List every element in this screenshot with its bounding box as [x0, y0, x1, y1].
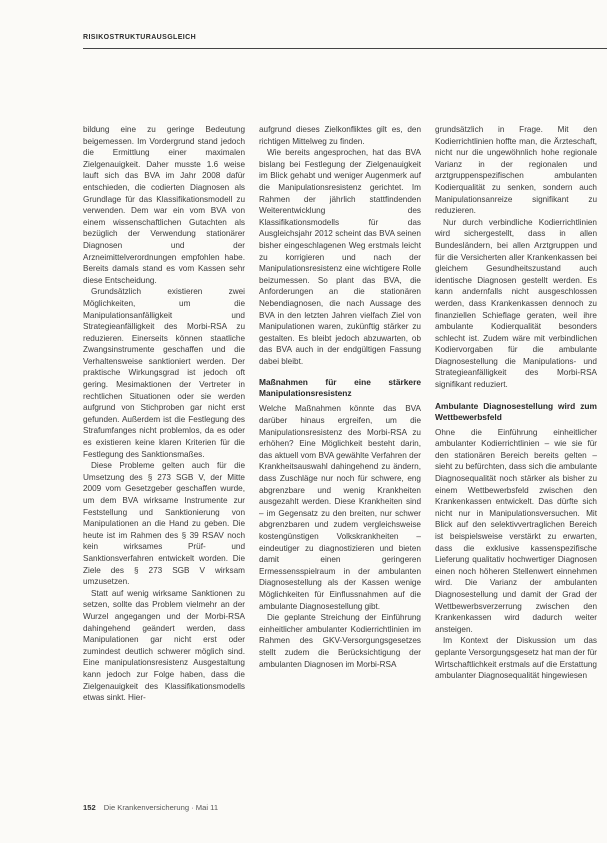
- journal-name: Die Krankenversicherung · Mai 11: [103, 803, 219, 812]
- paragraph: Ohne die Einführung einheitlicher ambulanter Kodierrichtlinien – wie sie für den stationären Bereich bereits gelten – sieht zu befürchten, dass sich die ambulante Diagnosequalität noch stärker als bisher zu einem Wettbewerbsfeld zwischen den Krankenkassen entwickelt. Das dürfte sich nicht nur in Manipulationsversuchen. Mit Blick auf den selektivvertraglichen Bereich ist beispielsweise verstärkt zu erwarten, dass die exklusive kassenspezifische Lieferung qualitativ hochwertiger Diagnosen einen noch höheren Stellenwert einnehmen wird. Die Varianz der ambulanten Diagnosestellung und damit der Grad der Wettbewerbsverzerrung zwischen den Krankenkassen wird dadurch weiter ansteigen.: [435, 427, 597, 634]
- page-footer: [83, 803, 218, 812]
- column-1: [83, 124, 245, 704]
- column-2: [259, 124, 421, 670]
- paragraph: grundsätzlich in Frage. Mit den Kodierrichtlinien hoffte man, die Ärzteschaft, nicht nur die ungewöhnlich hohe regionale Varianz in der regionalen und arztgruppenspezifischen ambulanten Kodierqualität zu senken, sondern auch Manipulationsanreize signifikant zu reduzieren.: [435, 125, 597, 216]
- section-heading: Ambulante Diagnosestellung wird zum Wettbewerbsfeld: [435, 400, 597, 422]
- header-rule: [83, 48, 607, 49]
- column-3: [435, 124, 597, 682]
- paragraph: Statt auf wenig wirksame Sanktionen zu setzen, sollte das Problem vielmehr an der Wurzel angegangen und der Morbi-RSA dahingehend geändert werden, dass Manipulationen gar nicht erst oder zumindest deutlich schwerer möglich sind. Eine manipulationsresistenz Ausgestaltung kann jedoch zur Folge haben, dass die Zielgenauigkeit des Klassifikationsmodells etwas sinkt. Hier-: [83, 588, 245, 703]
- paragraph: aufgrund dieses Zielkonfliktes gilt es, den richtigen Mittelweg zu finden.: [259, 125, 421, 146]
- paragraph: Im Kontext der Diskussion um das geplante Versorgungsgesetz hat man der für Wirtschaftlichkeit erstmals auf die Erstattung ambulanter Diagnosequalität hingewiesen: [435, 636, 597, 681]
- paragraph: bildung eine zu geringe Bedeutung beigemessen. Im Vordergrund stand jedoch die Ermittlung einer maximalen Zielgenauigkeit. Daher musste 1.6 weise lauft sich das BVA im Jahr 2008 dafür entschieden, die codierten Diagnosen als Grundlage für das Klassifikationsmodell zu verwenden. Dem war ein vom BVA von einem wissenschaftlichen Gutachten als bezüglich der Verwendung stationärer Diagnosen und der Arzneimittelverordnungen empfohlen habe. Bereits damals stand es vom Kassen sehr diese Entscheidung.: [83, 125, 245, 285]
- paragraph: Wie bereits angesprochen, hat das BVA bislang bei Festlegung der Zielgenauigkeit im Blick gehabt und weniger Augenmerk auf die Manipulationsresistenz gerichtet. Im Rahmen der jährlich stattfindenden Weiterentwicklung des Klassifikationsmodells für das Ausgleichsjahr 2012 scheint das BVA seinen bisher eingeschlagenen Weg erstmals leicht zu korrigieren und nach der Manipulationsresistenz eine wichtigere Rolle beizumessen. So plant das BVA, die Anforderungen an die stationären Nebendiagnosen, die nach Aussage des BVA in den letzten Jahren vielfach Ziel von Manipulationen waren, zukünftig stärker zu gestalten. Es bleibt jedoch abzuwarten, ob das BVA auch in der endgültigen Fassung dabei bleibt.: [259, 148, 421, 366]
- section-heading: Maßnahmen für eine stärkere Manipulationsresistenz: [259, 377, 421, 399]
- section-label: RISIKOSTRUKTURAUSGLEICH: [83, 34, 197, 41]
- paragraph: Die geplante Streichung der Einführung einheitlicher ambulanter Kodierrichtlinien im Rahmen des GKV-Versorgungsgesetzes stellt zudem die Berücksichtigung der ambulanten Diagnosen im Morbi-RSA: [259, 613, 421, 669]
- paragraph: Grundsätzlich existieren zwei Möglichkeiten, um die Manipulationsanfälligkeit und Strategieanfälligkeit des Morbi-RSA zu reduzieren. Einerseits können staatliche Zwangsinstrumente geschaffen und die Verhaltensweise sanktioniert werden. Der praktische Wirkungsgrad ist jedoch oft gering. Mesimaktionen der Vertreter in rechtlichen Situationen oder sie werden aufgrund von Stichproben gar nicht erst gefunden. Außerdem ist die Festlegung des Strafumfanges nicht problemlos, da es oder es existieren keine klaren Kriterien für die Festlegung des Sanktionsmaßes.: [83, 287, 245, 459]
- page-number: 152: [83, 803, 96, 812]
- paragraph: Welche Maßnahmen könnte das BVA darüber hinaus ergreifen, um die Manipulationsresistenz des Morbi-RSA zu erhöhen? Eine Möglichkeit besteht darin, das aktuell vom BVA gewählte Verfahren der Krankheitsauswahl dahingehend zu ändern, dass Zuschläge nur noch für schwere, eng abgrenzbare und wenig Krankheiten ausgezahlt werden. Diese Krankheiten sind – im Gegensatz zu den breiten, nur schwer abgrenzbaren und zudem vergleichsweise kostengünstigen Volkskrankheiten – eindeutiger zu diagnostizieren und bieten damit einen geringeren Ermessensspielraum in der ambulanten Diagnosestellung als der Kassen wenige Möglichkeiten für Einflussnahmen auf die ambulante Diagnosestellung gibt.: [259, 404, 421, 611]
- article-body: [83, 124, 598, 744]
- paragraph: Diese Probleme gelten auch für die Umsetzung des § 273 SGB V, der Mitte 2009 vom Gesetzgeber geschaffen wurde, um dem BVA wirksame Instrumente zur Feststellung und Sanktionierung von Manipulationen an die Hand zu geben. Die heute ist im Rahmen des § 39 RSAV noch kein wirksames Prüf- und Sanktionsverfahren entwickelt worden. Die Ziele des § 273 SGB V wirksam umzusetzen.: [83, 461, 245, 587]
- paragraph: Nur durch verbindliche Kodierrichtlinien wird sichergestellt, dass in allen Bundesländern, bei allen Arztgruppen und für die Versicherten aller Krankenkassen bei gleichem Gesundheitszustand auch identische Diagnosen gestellt werden. Es kann andernfalls nicht ausgeschlossen werden, dass Krankenkassen dennoch zu finanziellen Schieflage geraten, weil ihre ambulante Kodierqualität besonders schlecht ist. Zudem wäre mit verbindlichen Kodiervorgaben für die ambulante Diagnosestellung die Manipulations- und Strategieanfälligkeit des Morbi-RSA signifikant reduziert.: [435, 217, 597, 390]
